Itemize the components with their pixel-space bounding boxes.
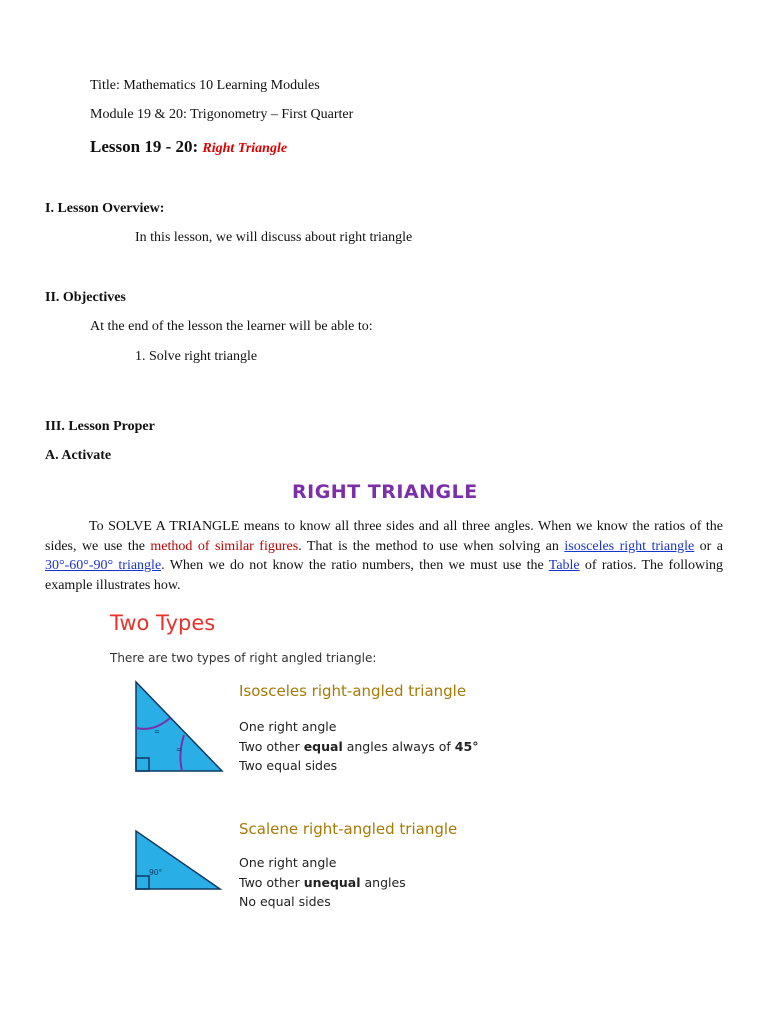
overview-heading: I. Lesson Overview: xyxy=(45,201,165,216)
scalene-line-3: No equal sides xyxy=(239,894,331,909)
scalene-line-1: One right angle xyxy=(239,855,337,870)
emphasis: equal xyxy=(303,738,343,754)
two-types-intro: There are two types of right angled triangle: xyxy=(110,651,377,665)
similar-figures-text: method of similar figures xyxy=(150,538,299,554)
text: Two other xyxy=(239,874,304,890)
isosceles-heading: Isosceles right-angled triangle xyxy=(239,682,467,700)
two-types-title: Two Types xyxy=(110,611,216,635)
equal-angle-mark: = xyxy=(176,746,182,754)
lesson-proper-heading: III. Lesson Proper xyxy=(45,419,155,434)
lesson-topic: Right Triangle xyxy=(202,141,288,156)
text: angles xyxy=(360,874,406,890)
isosceles-right-triangle-link[interactable]: isosceles right triangle xyxy=(564,538,695,554)
paragraph-text: . That is the method to use when solving an xyxy=(298,538,565,554)
activate-heading: A. Activate xyxy=(45,448,112,463)
right-triangle-banner: RIGHT TRIANGLE xyxy=(292,481,478,503)
scalene-line-2 xyxy=(239,873,406,893)
objective-item: 1. Solve right triangle xyxy=(135,349,258,364)
scalene-heading: Scalene right-angled triangle xyxy=(239,820,458,838)
scalene-triangle-diagram xyxy=(132,828,224,892)
isosceles-description xyxy=(239,717,478,776)
paragraph-text: of ratios. The following example illustrates how. xyxy=(45,558,723,593)
paragraph-text: . When we do not know the ratio numbers, then we must use the xyxy=(161,558,549,573)
paragraph-text: or a xyxy=(694,538,724,554)
objectives-heading: II. Objectives xyxy=(45,290,126,305)
paragraph-text: To SOLVE A TRIANGLE means to know all three sides and all three angles. When we know the ratios of the sides, we use the xyxy=(45,519,723,554)
table-link[interactable]: Table xyxy=(548,558,580,573)
right-angle-label: 90° xyxy=(149,868,163,877)
scalene-description xyxy=(239,853,406,912)
lesson-paragraph xyxy=(45,517,723,595)
document-title: Title: Mathematics 10 Learning Modules xyxy=(90,78,320,93)
overview-text: In this lesson, we will discuss about right triangle xyxy=(135,230,413,245)
lesson-prefix: Lesson 19 - 20: xyxy=(90,137,199,156)
emphasis: 45° xyxy=(454,738,479,754)
30-60-90-triangle-link[interactable]: 30°-60°-90° triangle xyxy=(45,558,162,573)
text: angles always of xyxy=(342,738,455,754)
isosceles-line-3: Two equal sides xyxy=(239,758,338,773)
isosceles-line-2 xyxy=(239,737,478,757)
objectives-intro: At the end of the lesson the learner will be able to: xyxy=(90,319,373,334)
equal-angle-mark: = xyxy=(154,728,160,736)
module-line: Module 19 & 20: Trigonometry – First Quarter xyxy=(90,107,354,122)
isosceles-line-1: One right angle xyxy=(239,719,337,734)
isosceles-triangle-diagram xyxy=(132,680,226,774)
emphasis: unequal xyxy=(303,874,361,890)
lesson-heading xyxy=(90,137,287,157)
text: Two other xyxy=(239,738,304,754)
